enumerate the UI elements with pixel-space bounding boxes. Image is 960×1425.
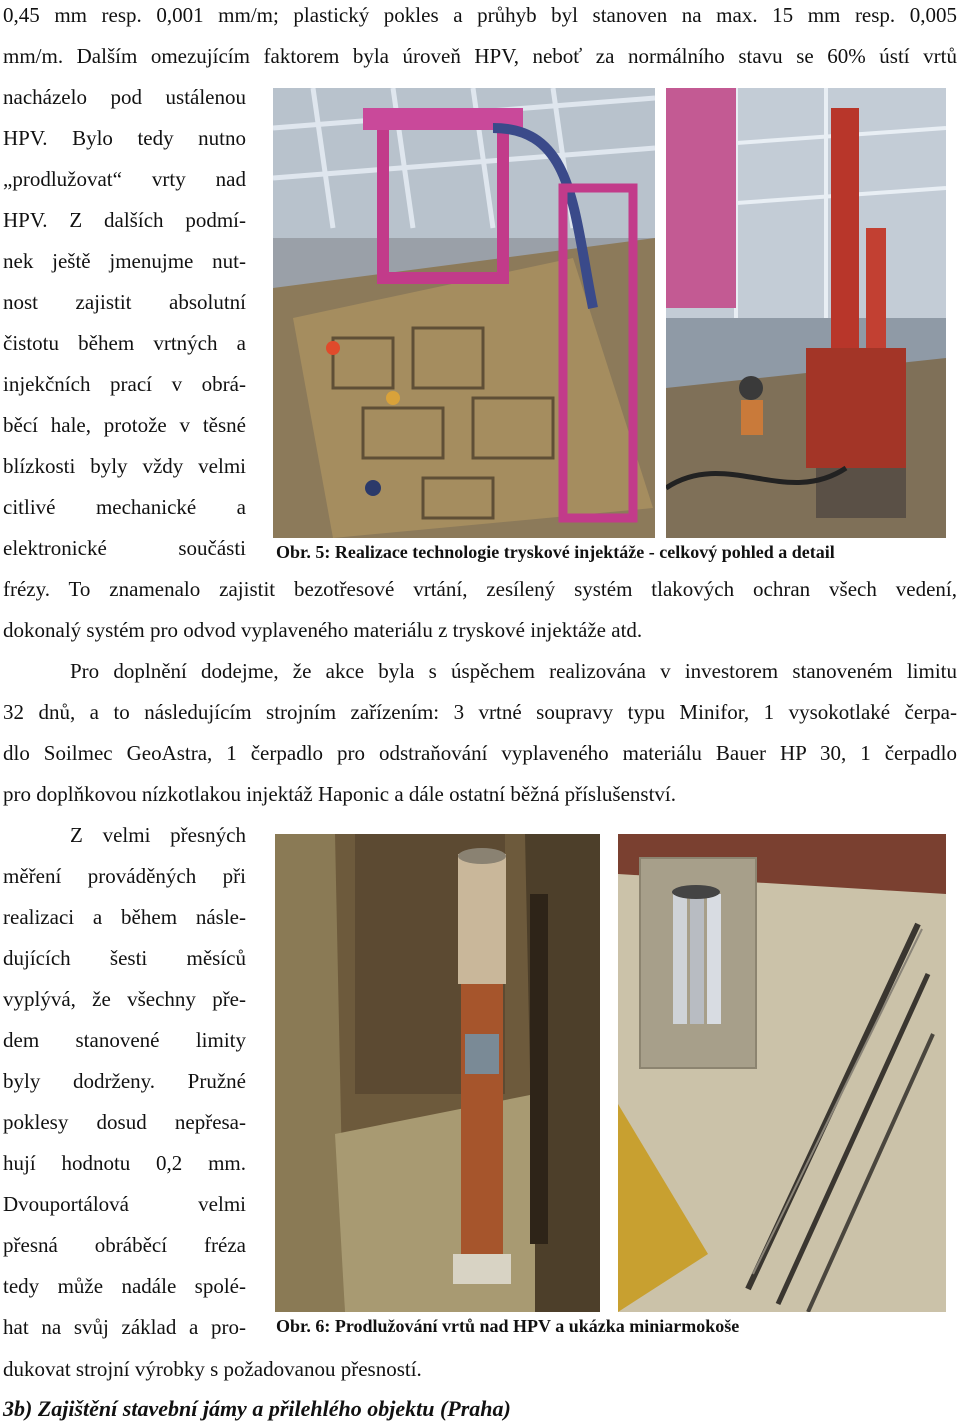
body-line: citlivé mechanické a (3, 495, 246, 519)
figure5-caption: Obr. 5: Realizace technologie tryskové injektáže - celkový pohled a detail (276, 542, 835, 562)
section-heading: 3b) Zajištění stavební jámy a přilehlého objektu (Praha) (3, 1396, 511, 1421)
body-line: hují hodnotu 0,2 mm. (3, 1151, 246, 1175)
figure6-photo-cage (618, 834, 946, 1312)
body-line: 0,45 mm resp. 0,001 mm/m; plastický pokles a průhyb byl stanoven na max. 15 mm resp. 0,005 (3, 3, 957, 27)
body-line: Dvouportálová velmi (3, 1192, 246, 1216)
body-line: dlo Soilmec GeoAstra, 1 čerpadlo pro odstraňování vyplaveného materiálu Bauer HP 30, 1 čerpadlo (3, 741, 957, 765)
body-line: pro doplňkovou nízkotlakou injektáž Haponic a dále ostatní běžná příslušenství. (3, 782, 677, 806)
body-line: 32 dnů, a to následujícím strojním zařízením: 3 vrtné soupravy typu Minifor, 1 vysokotlaké čerpa- (3, 700, 957, 724)
body-line: mm/m. Dalším omezujícím faktorem byla úroveň HPV, neboť za normálního stavu se 60% ústí vrtů (3, 44, 957, 68)
body-line: nacházelo pod ustálenou (3, 85, 246, 109)
body-line: byly dodrženy. Pružné (3, 1069, 246, 1093)
body-line: čistotu během vrtných a (3, 331, 246, 355)
body-line: HPV. Z dalších podmí- (3, 208, 246, 232)
body-line: realizaci a během násle- (3, 905, 246, 929)
figure5-photo-hall (273, 88, 655, 538)
body-line: frézy. To znamenalo zajistit bezotřesové vrtání, zesílený systém tlakových ochran všech vedení, (3, 577, 957, 601)
figure6-caption: Obr. 6: Prodlužování vrtů nad HPV a ukázka miniarmokoše (276, 1316, 740, 1336)
body-line: tedy může nadále spolé- (3, 1274, 246, 1298)
body-line: přesná obráběcí fréza (3, 1233, 246, 1257)
figure5-photo-detail (666, 88, 946, 538)
body-line: dukovat strojní výrobky s požadovanou přesností. (3, 1357, 422, 1381)
body-line: HPV. Bylo tedy nutno (3, 126, 246, 150)
body-line: Pro doplnění dodejme, že akce byla s úspěchem realizována v investorem stanoveném limitu (70, 659, 957, 683)
body-line: dujících šesti měsíců (3, 946, 246, 970)
body-line: hat na svůj základ a pro- (3, 1315, 246, 1339)
body-line: Z velmi přesných (70, 823, 246, 847)
body-line: „prodlužovat“ vrty nad (3, 167, 246, 191)
body-line: injekčních prací v obrá- (3, 372, 246, 396)
body-line: nek ještě jmenujme nut- (3, 249, 246, 273)
body-line: vyplývá, že všechny pře- (3, 987, 246, 1011)
body-line: měření prováděných při (3, 864, 246, 888)
body-line: elektronické součásti (3, 536, 246, 560)
body-line: dem stanovené limity (3, 1028, 246, 1052)
body-line: nost zajistit absolutní (3, 290, 246, 314)
body-line: běcí hale, protože v těsné (3, 413, 246, 437)
body-line: poklesy dosud nepřesa- (3, 1110, 246, 1134)
body-line: blízkosti byly vždy velmi (3, 454, 246, 478)
figure6-photo-pipe (275, 834, 600, 1312)
body-line: dokonalý systém pro odvod vyplaveného materiálu z tryskové injektáže atd. (3, 618, 643, 642)
